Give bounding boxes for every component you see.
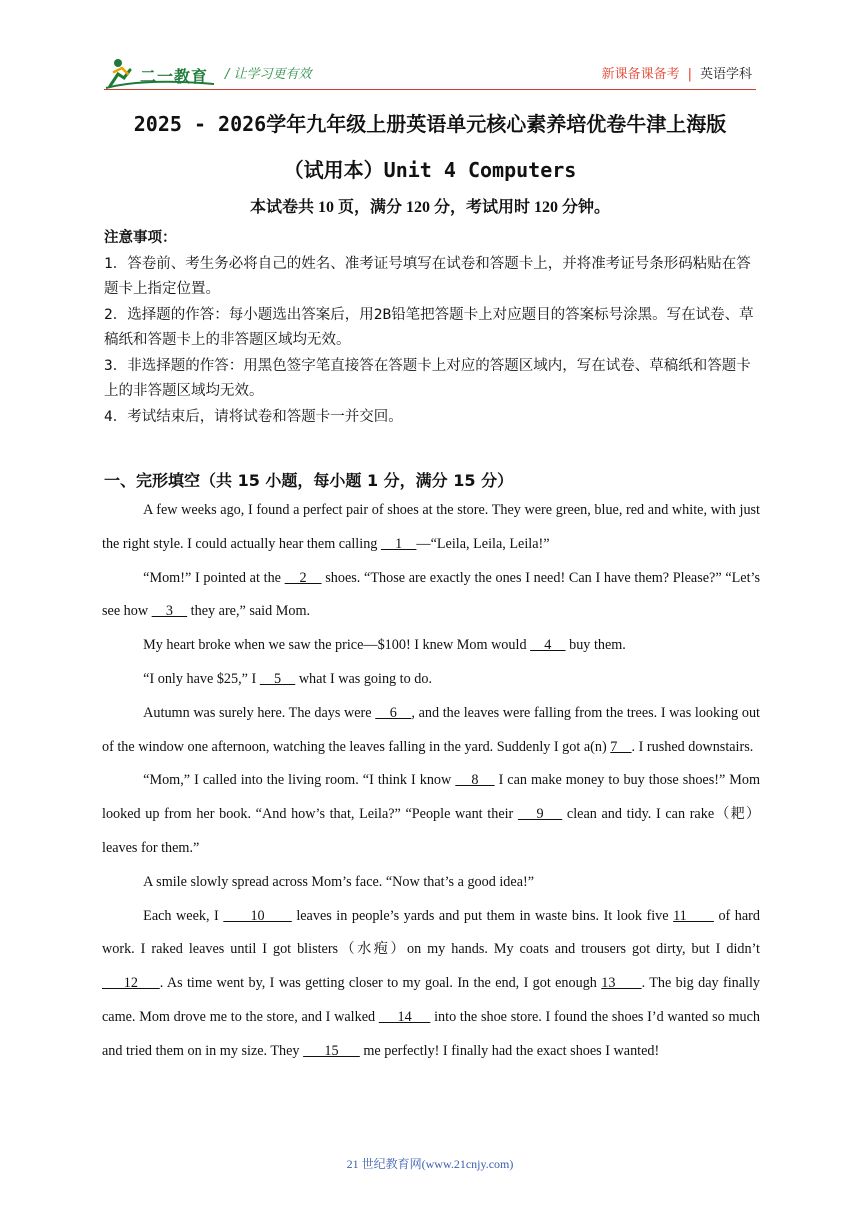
note-item: 1．答卷前、考生务必将自己的姓名、准考证号填写在试卷和答题卡上，并将准考证号条形码粘贴在答题卡上指定位置。: [104, 255, 751, 297]
blank-4: 4: [530, 637, 566, 654]
section-heading: 一、完形填空（共 15 小题，每小题 1 分，满分 15 分）: [104, 471, 514, 490]
notes-heading: 注意事项：: [104, 230, 177, 246]
page-header: [0, 0, 860, 92]
blank-7: 7: [610, 738, 632, 755]
tag-separator: |: [687, 67, 692, 82]
header-divider: [104, 89, 756, 90]
blank-10: 10: [223, 907, 292, 924]
paragraph: “I only have $25,” I 5 what I was going to do.: [143, 670, 433, 687]
blank-2: 2: [284, 569, 322, 586]
blank-12: 12: [102, 975, 160, 992]
notes-block: [104, 226, 764, 430]
blank-11: 11: [673, 907, 714, 924]
paragraph: A smile slowly spread across Mom’s face. “Now that’s a good idea!”: [143, 873, 535, 890]
tag-prep: 新课备课备考: [601, 67, 680, 82]
blank-8: 8: [455, 772, 495, 789]
cloze-passage: [102, 494, 760, 1069]
blank-6: 6: [375, 704, 412, 721]
paragraph: A few weeks ago, I found a perfect pair of shoes at the store. They were green, blue, red and white, with just the right style. I could actually hear them calling 1 —“Leila, Leila, Leila!”: [102, 502, 760, 552]
paragraph: “Mom!” I pointed at the 2 shoes. “Those are exactly the ones I need! Can I have them? Please?” “Let’s see how 3 they are,” said Mom.: [102, 569, 761, 620]
slogan: / 让学习更有效: [225, 67, 312, 82]
blank-14: 14: [378, 1008, 431, 1025]
exam-info: 本试卷共 10 页，满分 120 分，考试用时 120 分钟。: [249, 199, 610, 216]
blank-9: 9: [517, 806, 563, 823]
blank-15: 15: [303, 1042, 360, 1059]
blank-13: 13: [601, 975, 642, 992]
exam-title-line2: （试用本）Unit 4 Computers: [283, 158, 577, 182]
page-footer[interactable]: 21 世纪教育网(www.21cnjy.com): [346, 1157, 514, 1171]
note-item: 4．考试结束后，请将试卷和答题卡一并交回。: [104, 408, 403, 425]
exam-title: 2025 - 2026学年九年级上册英语单元核心素养培优卷牛津上海版: [133, 112, 727, 136]
subject-tag: [602, 63, 752, 82]
paragraph: My heart broke when we saw the price—$100! I knew Mom would 4 buy them.: [143, 637, 626, 654]
note-item: 3．非选择题的作答：用黑色签字笔直接答在答题卡上对应的答题区域内，写在试卷、草稿纸和答题卡上的非答题区域均无效。: [104, 357, 751, 399]
logo-text: 二一教育: [140, 67, 209, 86]
paragraph: Each week, I 10 leaves in people’s yards and put them in waste bins. It look five 11 of hard work. I raked leaves until I got blisters（水疱）on my hands. My coats and trousers got dirty, but I didn’t 12 . As time went by, I was getting closer to my goal. In the end, I got enough 13 . The big day finally came. Mom drove me to the store, and I walked 14 into the shoe store. I found the shoes I’d wanted so much and tried them on in my size. They 15 me perfectly! I finally had the exact shoes I wanted!: [102, 907, 761, 1059]
blank-1: 1: [380, 535, 417, 552]
blank-5: 5: [259, 670, 296, 687]
paragraph: “Mom,” I called into the living room. “I think I know 8 I can make money to buy those shoes!” Mom looked up from her book. “And how’s that, Leila?” “People want their 9 clean and tidy. I can rake（耙） leaves for them.”: [102, 772, 761, 856]
paragraph: Autumn was surely here. The days were 6 , and the leaves were falling from the trees. I was looking out of the window one afternoon, watching the leaves falling in the yard. Suddenly I got a(n) 7 . I rushed downstairs.: [102, 704, 761, 755]
tag-subject: 英语学科: [699, 67, 752, 82]
note-item: 2．选择题的作答：每小题选出答案后，用2B铅笔把答题卡上对应题目的答案标号涂黑。写在试卷、草稿纸和答题卡上的非答题区域均无效。: [104, 306, 754, 348]
blank-3: 3: [151, 603, 188, 620]
